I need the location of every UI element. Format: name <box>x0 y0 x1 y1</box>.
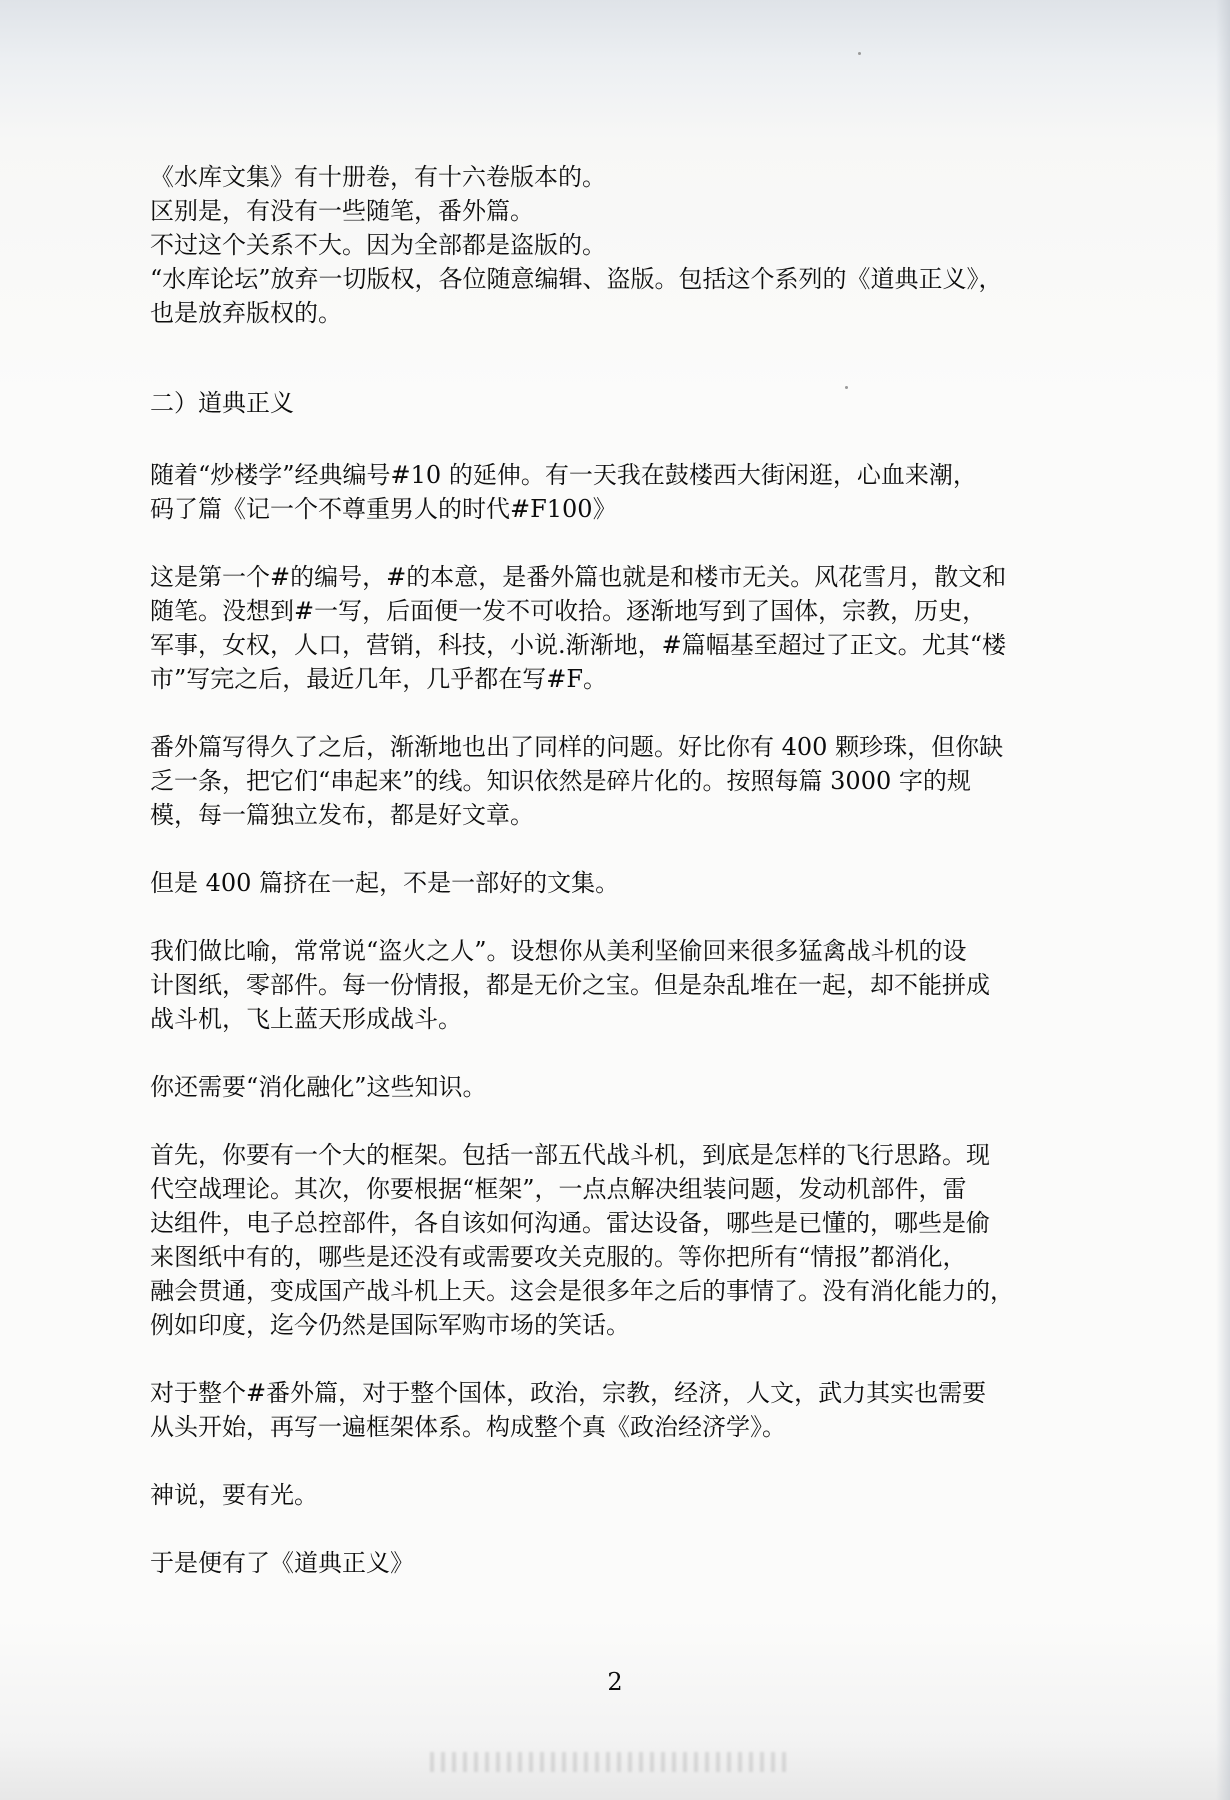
paragraph-line: 达组件，电子总控部件，各自该如何沟通。雷达设备，哪些是已懂的，哪些是偷 <box>150 1209 990 1237</box>
paragraph-line: 市”写完之后，最近几年，几乎都在写#F。 <box>150 665 608 693</box>
paragraph-line: 这是第一个#的编号，#的本意，是番外篇也就是和楼市无关。风花雪月，散文和 <box>150 563 1007 591</box>
paragraph-line: 番外篇写得久了之后，渐渐地也出了同样的问题。好比你有 400 颗珍珠，但你缺 <box>150 733 1004 761</box>
paragraph-line: 来图纸中有的，哪些是还没有或需要攻关克服的。等你把所有“情报”都消化， <box>150 1243 967 1271</box>
paragraph-line: 随着“炒楼学”经典编号#10 的延伸。有一天我在鼓楼西大街闲逛，心血来潮， <box>150 461 977 489</box>
intro-line: 也是放弃版权的。 <box>150 299 342 327</box>
paragraph-line: 码了篇《记一个不尊重男人的时代#F100》 <box>150 495 617 523</box>
scan-noise <box>430 1752 790 1772</box>
paragraph-line: 但是 400 篇挤在一起，不是一部好的文集。 <box>150 869 620 897</box>
paragraph-line: 于是便有了《道典正义》 <box>150 1549 414 1577</box>
section-heading: 二）道典正义 <box>150 389 294 417</box>
paragraph <box>150 1070 1090 1104</box>
paragraph-line: 首先，你要有一个大的框架。包括一部五代战斗机，到底是怎样的飞行思路。现 <box>150 1141 990 1169</box>
paragraph-line: 你还需要“消化融化”这些知识。 <box>150 1073 487 1101</box>
intro-line: 《水库文集》有十册卷，有十六卷版本的。 <box>150 163 606 191</box>
intro-line: “水库论坛”放弃一切版权，各位随意编辑、盗版。包括这个系列的《道典正义》， <box>150 265 1003 293</box>
paragraph-line: 神说，要有光。 <box>150 1481 318 1509</box>
intro-block <box>150 160 1090 330</box>
paragraph-line: 从头开始，再写一遍框架体系。构成整个真《政治经济学》。 <box>150 1413 786 1441</box>
paragraph <box>150 1478 1090 1512</box>
paragraph <box>150 934 1090 1036</box>
intro-line: 不过这个关系不大。因为全部都是盗版的。 <box>150 231 606 259</box>
scan-edge-shadow <box>1216 0 1230 1800</box>
page-number: 2 <box>607 1668 623 1696</box>
paragraph-line: 战斗机，飞上蓝天形成战斗。 <box>150 1005 462 1033</box>
paragraph-line: 计图纸，零部件。每一份情报，都是无价之宝。但是杂乱堆在一起，却不能拼成 <box>150 971 990 999</box>
paragraph-line: 对于整个#番外篇，对于整个国体，政治，宗教，经济，人文，武力其实也需要 <box>150 1379 987 1407</box>
paragraph <box>150 1546 1090 1580</box>
intro-line: 区别是，有没有一些随笔，番外篇。 <box>150 197 534 225</box>
paragraph-line: 模，每一篇独立发布，都是好文章。 <box>150 801 534 829</box>
paragraph <box>150 730 1090 832</box>
paragraph-line: 例如印度，迄今仍然是国际军购市场的笑话。 <box>150 1311 630 1339</box>
paragraph-line: 我们做比喻，常常说“盗火之人”。设想你从美利坚偷回来很多猛禽战斗机的设 <box>150 937 967 965</box>
scan-speck <box>858 52 861 55</box>
paragraph <box>150 1376 1090 1444</box>
paragraph-line: 代空战理论。其次，你要根据“框架”，一点点解决组装问题，发动机部件，雷 <box>150 1175 967 1203</box>
paragraph-line: 军事，女权，人口，营销，科技，小说.渐渐地，#篇幅基至超过了正文。尤其“楼 <box>150 631 1007 659</box>
paragraph <box>150 1138 1090 1342</box>
paragraph <box>150 866 1090 900</box>
paragraph-line: 融会贯通，变成国产战斗机上天。这会是很多年之后的事情了。没有消化能力的， <box>150 1277 1014 1305</box>
paragraph-line: 随笔。没想到#一写，后面便一发不可收拾。逐渐地写到了国体，宗教，历史， <box>150 597 987 625</box>
paragraph-line: 乏一条，把它们“串起来”的线。知识依然是碎片化的。按照每篇 3000 字的规 <box>150 767 971 795</box>
document-body <box>150 160 1090 1614</box>
paragraph <box>150 560 1090 696</box>
paragraph <box>150 458 1090 526</box>
